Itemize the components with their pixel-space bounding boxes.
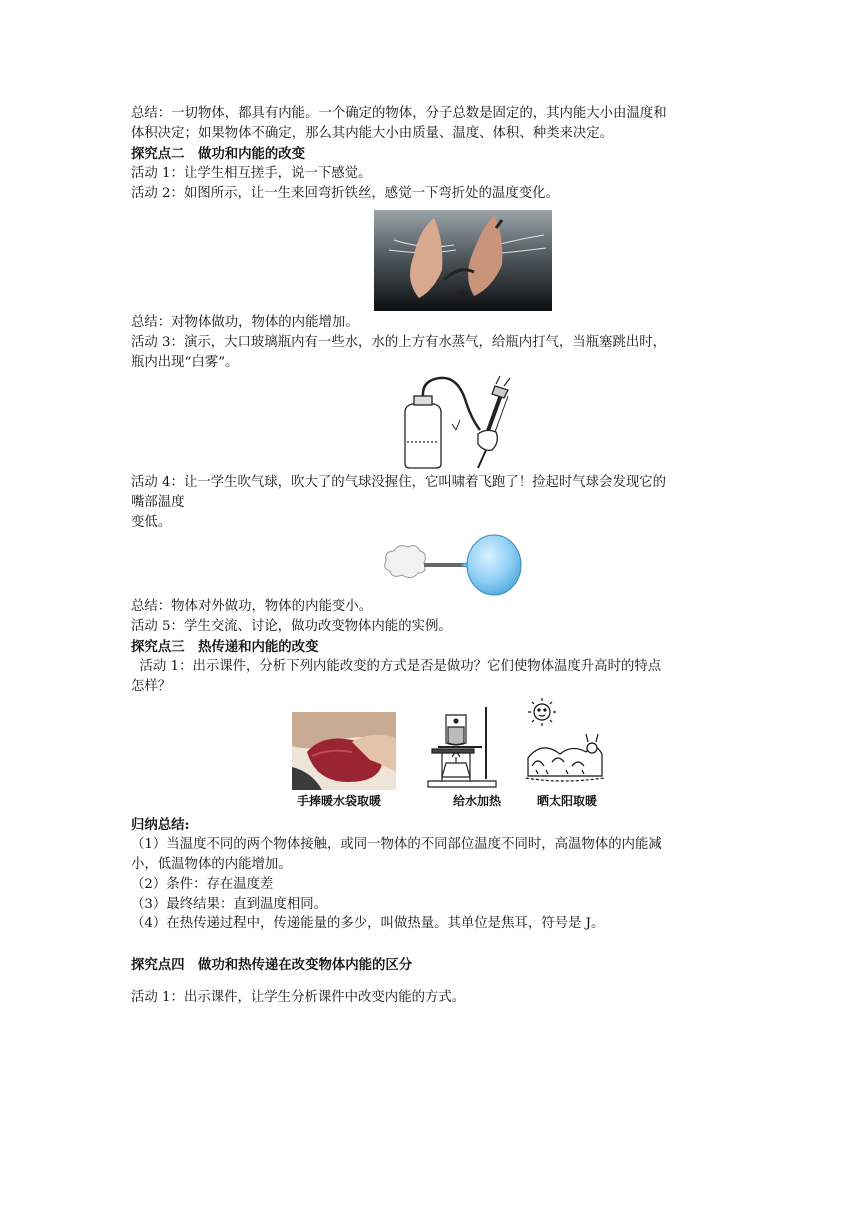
section-4-title: 探究点四 做功和热传递在改变物体内能的区分	[131, 957, 413, 973]
conclusion-4: （4）在热传递过程中，传递能量的多少，叫做热量。其单位是焦耳，符号是 J。	[131, 916, 605, 931]
conclusion-title: 归纳总结:	[131, 817, 190, 833]
caption-sunbathing: 晒太阳取暖	[537, 794, 598, 808]
caption-heating-water: 给水加热	[453, 794, 502, 808]
section-3-title: 探究点三 热传递和内能的改变	[131, 639, 319, 655]
conclusion-1-line-1: （1）当温度不同的两个物体接触，或同一物体的不同部位温度不同时，高温物体的内能减	[131, 837, 662, 852]
s2-activity-1: 活动 1：让学生相互搓手，说一下感觉。	[131, 166, 372, 181]
s3-activity-1-line-2: 怎样？	[131, 679, 172, 694]
hot-water-bag-photo	[292, 712, 396, 790]
s2-activity-3-line-1: 活动 3：演示，大口玻璃瓶内有一些水，水的上方有水蒸气，给瓶内打气，当瓶塞跳出时，	[131, 335, 667, 350]
sunbathing-illustration	[522, 696, 608, 790]
s2-activity-4-line-3: 变低。	[131, 515, 172, 530]
bending-wire-photo	[374, 210, 552, 311]
conclusion-3: （3）最终结果：直到温度相同。	[131, 897, 327, 912]
s2-activity-4-line-2: 嘴部温度	[131, 495, 185, 510]
summary-line-2: 体积决定；如果物体不确定，那么其内能大小由质量、温度、体积、种类来决定。	[131, 126, 614, 141]
caption-hot-water-bag: 手捧暖水袋取暖	[297, 794, 382, 808]
section-2-title: 探究点二 做功和内能的改变	[131, 146, 306, 162]
s2-activity-4-line-1: 活动 4：让一学生吹气球，吹大了的气球没握住，它叫啸着飞跑了！捡起时气球会发现它的	[131, 475, 667, 490]
s2-activity-3-line-2: 瓶内出现“白雾”。	[131, 355, 239, 370]
s2-activity-2: 活动 2：如图所示，让一生来回弯折铁丝，感觉一下弯折处的温度变化。	[131, 186, 559, 201]
s2-activity-5: 活动 5：学生交流、讨论，做功改变物体内能的实例。	[131, 619, 452, 634]
s2-summary-2: 总结：物体对外做功，物体的内能变小。	[131, 599, 373, 614]
conclusion-2: （2）条件：存在温度差	[131, 877, 274, 892]
conclusion-1-line-2: 小，低温物体的内能增加。	[131, 857, 292, 872]
balloon-diagram	[380, 533, 524, 599]
summary-line-1: 总结：一切物体，都具有内能。一个确定的物体，分子总数是固定的，其内能大小由温度和	[131, 106, 667, 121]
s3-activity-1-line-1: 活动 1：出示课件，分析下列内能改变的方式是否是做功？它们使物体温度升高时的特点	[131, 659, 662, 674]
s2-summary-1: 总结：对物体做功，物体的内能增加。	[131, 315, 359, 330]
bottle-pump-diagram	[400, 372, 522, 472]
s4-activity-1: 活动 1：出示课件，让学生分析课件中改变内能的方式。	[131, 990, 466, 1005]
heating-water-diagram	[422, 703, 502, 791]
